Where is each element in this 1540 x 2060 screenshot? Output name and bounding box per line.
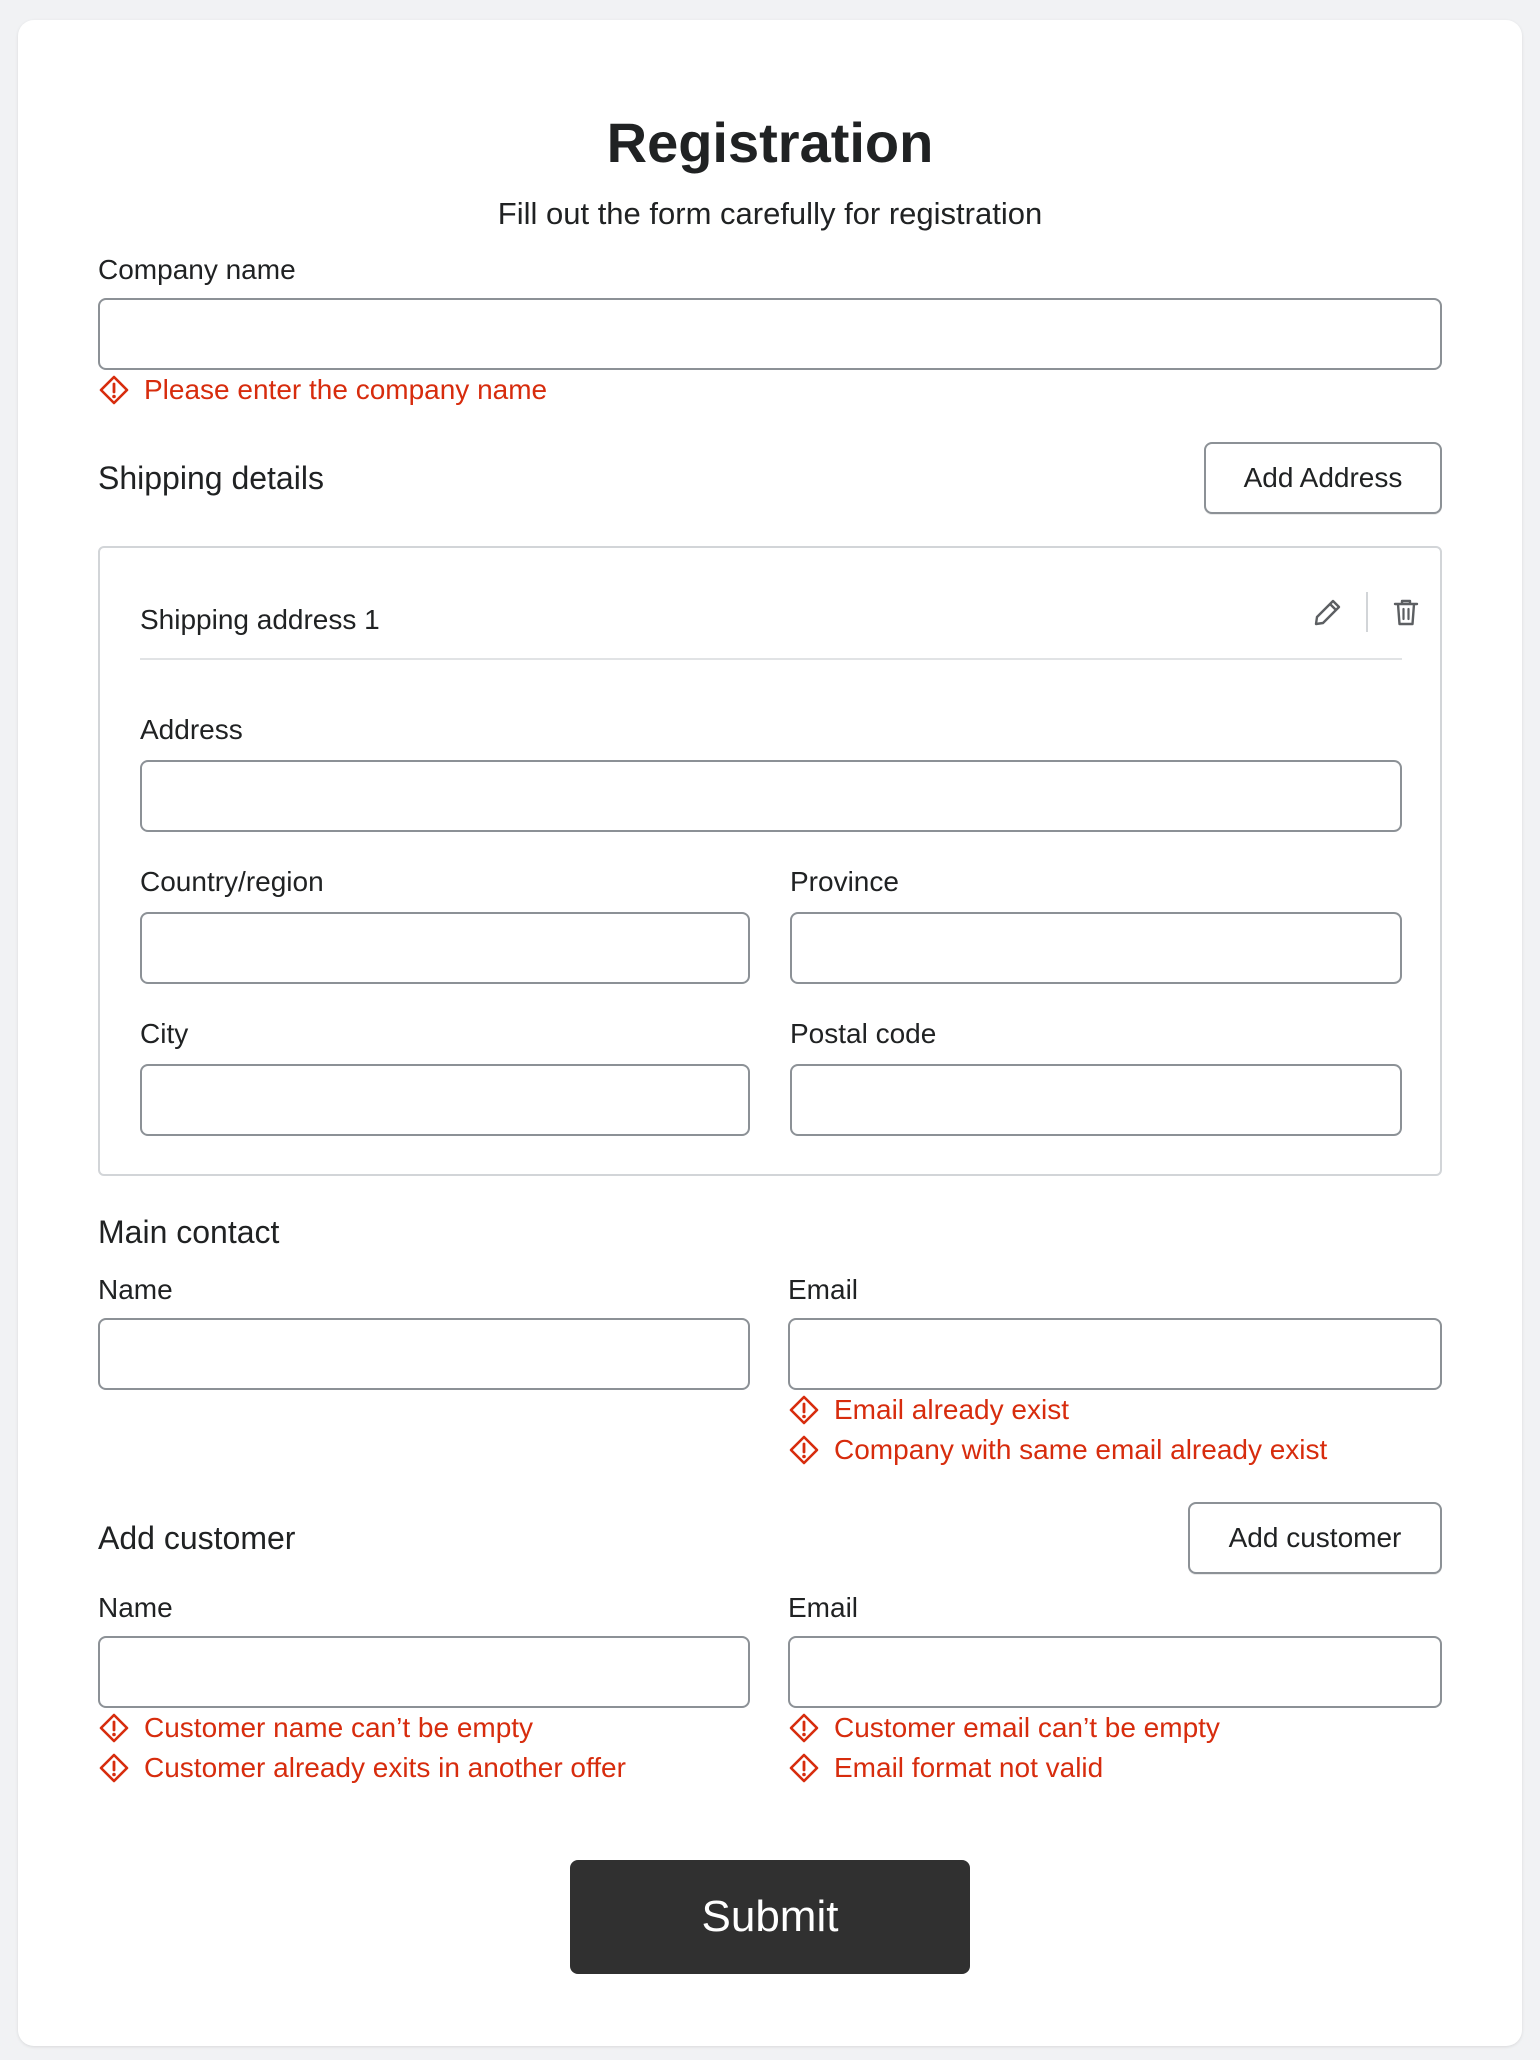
customer-email-error-2 <box>788 1752 1103 1784</box>
error-text: Customer email can’t be empty <box>834 1712 1220 1743</box>
customer-name-input[interactable] <box>98 1636 750 1708</box>
customer-email-input[interactable] <box>788 1636 1442 1708</box>
main-contact-name-input[interactable] <box>98 1318 750 1390</box>
postal-code-input[interactable] <box>790 1064 1402 1136</box>
submit-button[interactable]: Submit <box>570 1860 970 1974</box>
alert-diamond-icon <box>788 1394 820 1426</box>
customer-name-error-1 <box>98 1712 533 1744</box>
company-name-error-text: Please enter the company name <box>144 374 548 405</box>
error-text: Customer already exits in another offer <box>144 1752 626 1783</box>
main-contact-title: Main contact <box>98 1214 280 1250</box>
alert-diamond-icon <box>788 1712 820 1744</box>
customer-email-error-1 <box>788 1712 1220 1744</box>
error-text: Email already exist <box>834 1394 1069 1425</box>
alert-diamond-icon <box>98 1712 130 1744</box>
alert-diamond-icon <box>788 1434 820 1466</box>
city-input[interactable] <box>140 1064 750 1136</box>
company-name-input[interactable] <box>98 298 1442 370</box>
shipping-card-divider <box>140 658 1402 660</box>
error-text: Customer name can’t be empty <box>144 1712 534 1743</box>
alert-diamond-icon <box>98 374 130 406</box>
province-label: Province <box>790 866 899 897</box>
action-separator <box>1366 592 1368 632</box>
main-contact-email-label: Email <box>788 1274 859 1305</box>
main-contact-email-error-1 <box>788 1394 1069 1426</box>
shipping-details-title: Shipping details <box>98 460 324 496</box>
trash-icon[interactable] <box>1386 592 1426 632</box>
customer-name-error-2 <box>98 1752 626 1784</box>
add-customer-button[interactable]: Add customer <box>1188 1502 1442 1574</box>
alert-diamond-icon <box>98 1752 130 1784</box>
page-title: Registration <box>606 111 934 174</box>
main-contact-email-error-2 <box>788 1434 1327 1466</box>
company-name-label: Company name <box>98 254 296 285</box>
postal-code-label: Postal code <box>790 1018 937 1049</box>
main-contact-email-input[interactable] <box>788 1318 1442 1390</box>
error-text: Email format not valid <box>834 1752 1104 1783</box>
address-label: Address <box>140 714 243 745</box>
pencil-icon[interactable] <box>1308 592 1348 632</box>
main-contact-name-label: Name <box>98 1274 173 1305</box>
address-input[interactable] <box>140 760 1402 832</box>
country-region-input[interactable] <box>140 912 750 984</box>
company-name-error <box>98 374 547 406</box>
add-customer-title: Add customer <box>98 1520 296 1556</box>
shipping-address-card <box>98 546 1442 1176</box>
customer-email-label: Email <box>788 1592 859 1623</box>
registration-card <box>18 20 1522 2046</box>
country-region-label: Country/region <box>140 866 324 897</box>
shipping-address-title: Shipping address 1 <box>140 604 380 635</box>
province-input[interactable] <box>790 912 1402 984</box>
page-subtitle: Fill out the form carefully for registration <box>497 196 1043 231</box>
city-label: City <box>140 1018 189 1049</box>
add-address-button[interactable]: Add Address <box>1204 442 1442 514</box>
alert-diamond-icon <box>788 1752 820 1784</box>
customer-name-label: Name <box>98 1592 173 1623</box>
shipping-address-actions <box>1308 592 1426 632</box>
error-text: Company with same email already exist <box>834 1434 1328 1465</box>
